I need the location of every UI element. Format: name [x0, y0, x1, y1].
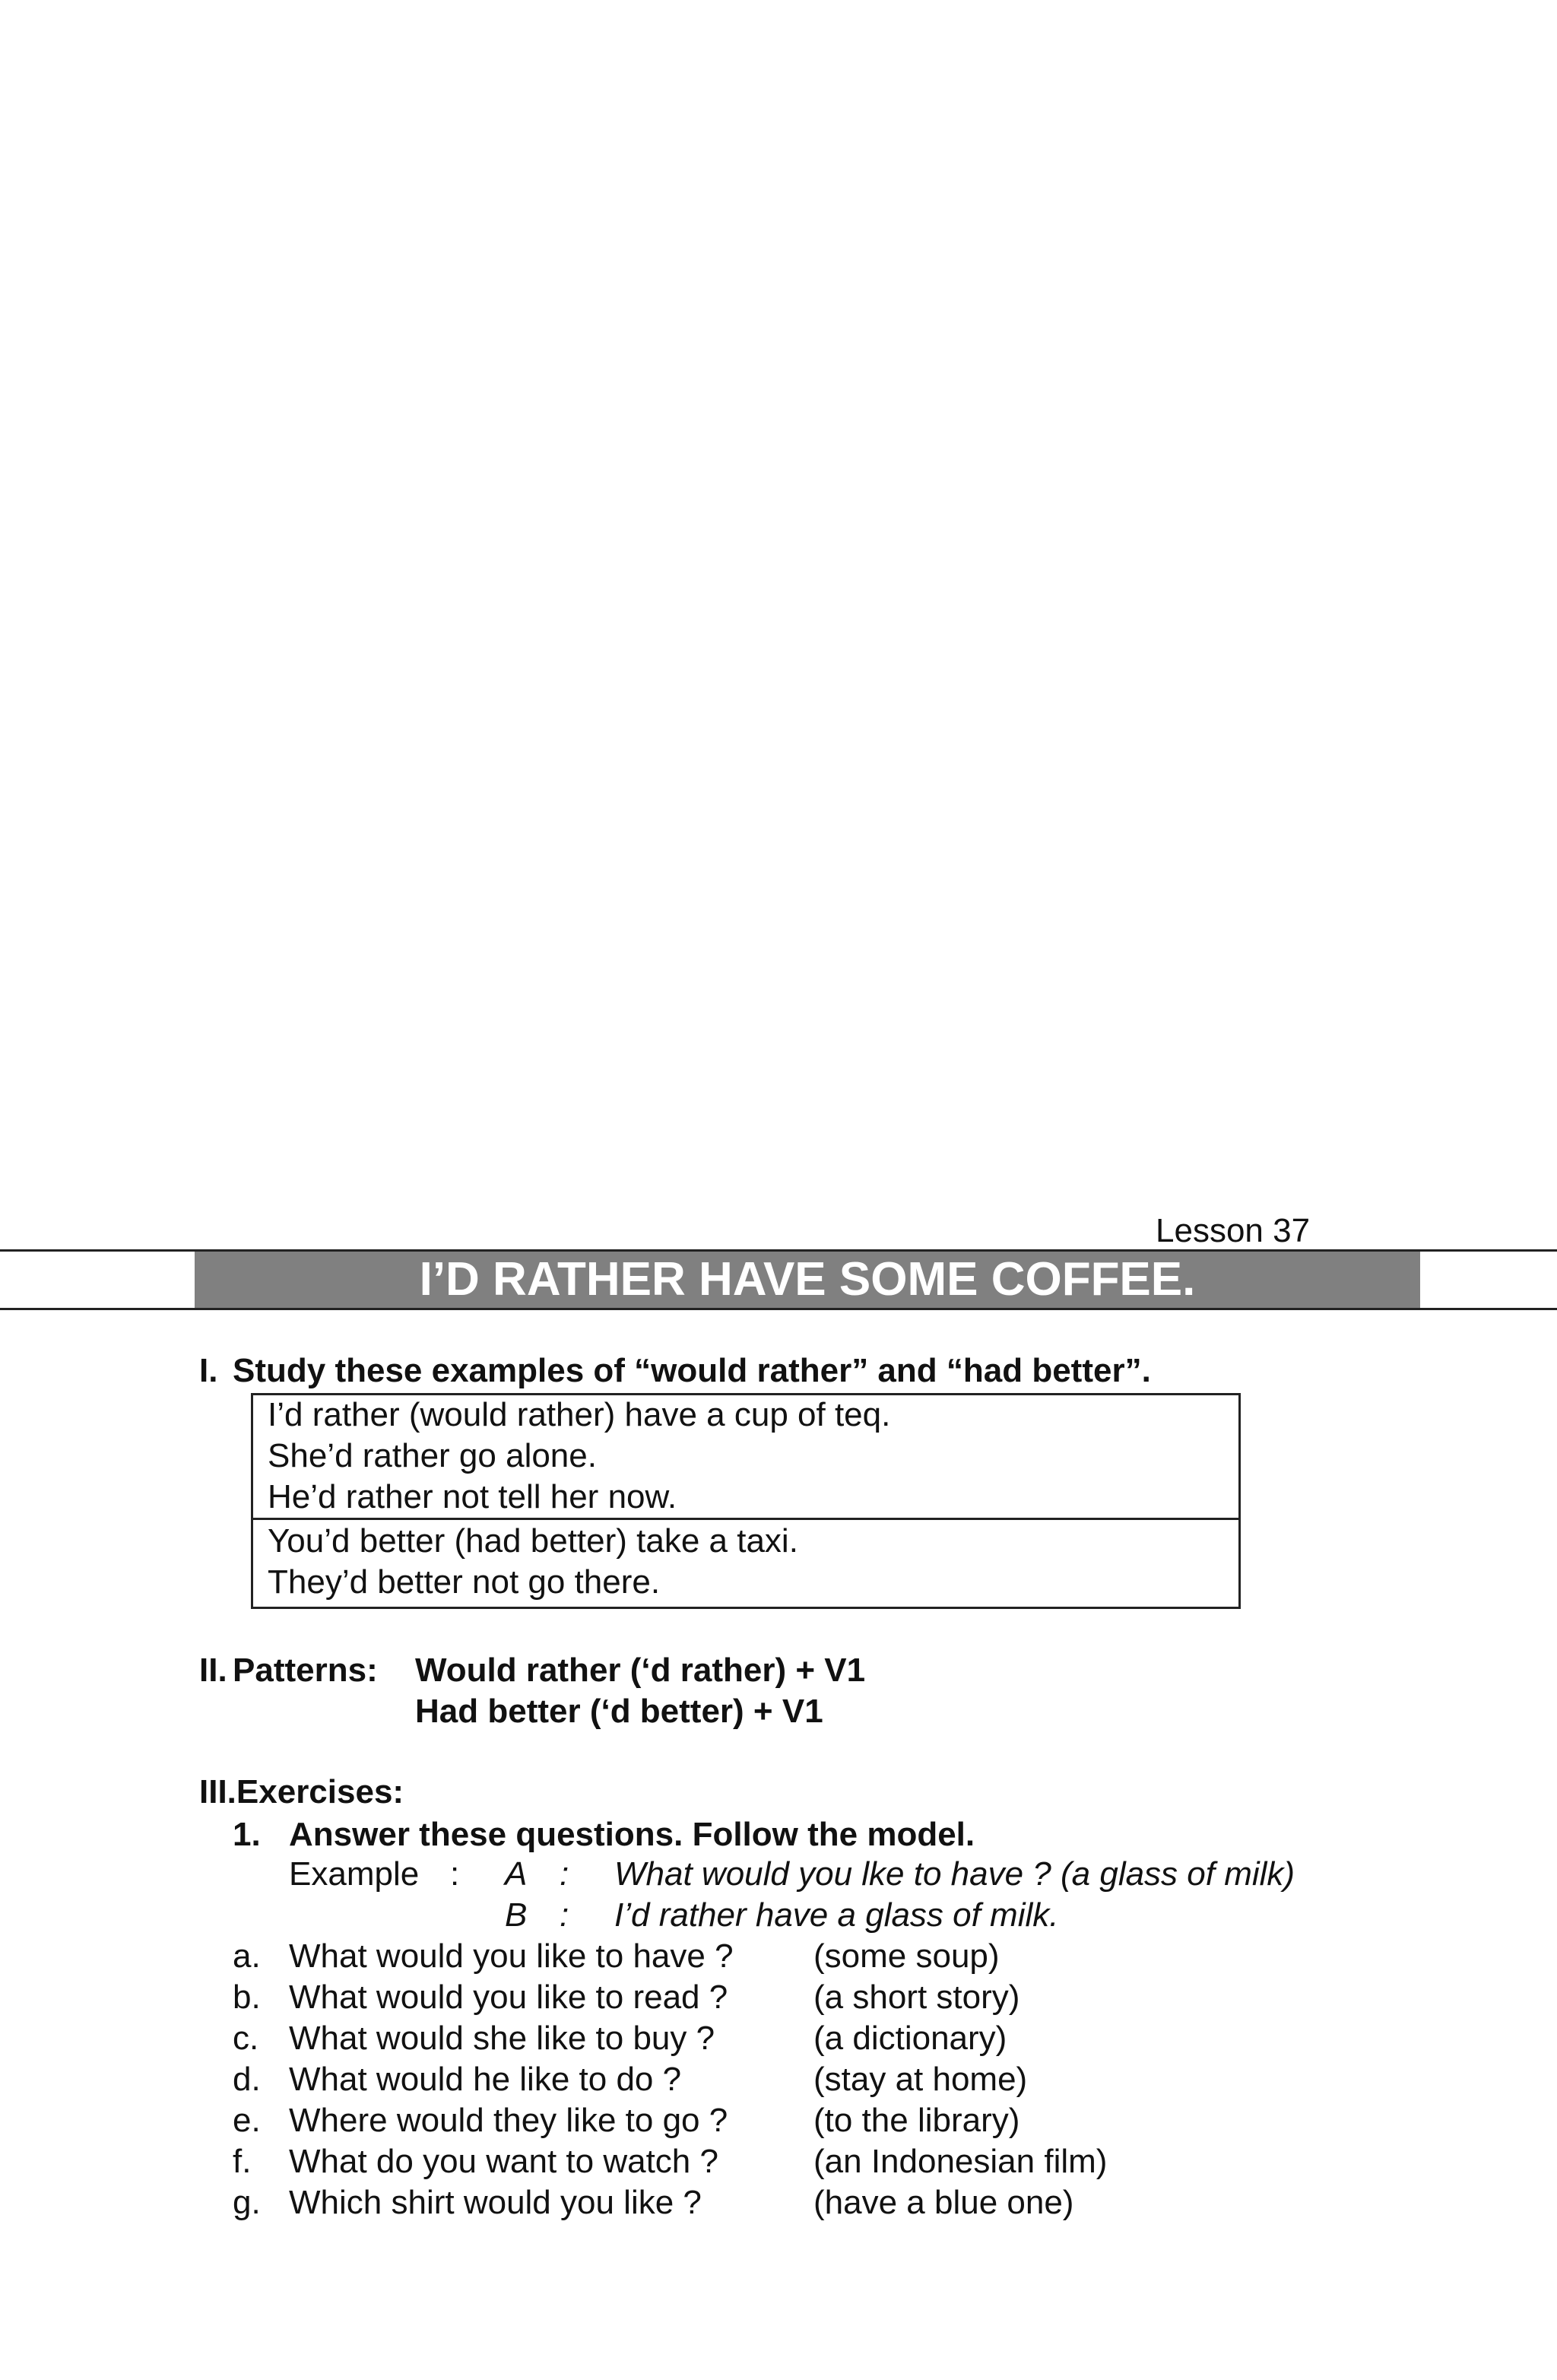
- speaker-a-colon: :: [560, 1855, 569, 1893]
- section-2-number: II.: [199, 1652, 227, 1689]
- question-hint: (a dictionary): [813, 2020, 1007, 2057]
- question-text: What do you want to watch ?: [289, 2143, 718, 2180]
- question-hint: (to the library): [813, 2102, 1020, 2139]
- example-sentence: You’d better (had better) take a taxi.: [268, 1522, 798, 1560]
- question-letter: e.: [233, 2102, 261, 2139]
- question-hint: (some soup): [813, 1937, 1000, 1975]
- question-letter: g.: [233, 2184, 261, 2221]
- question-letter: c.: [233, 2020, 259, 2057]
- question-letter: b.: [233, 1979, 261, 2016]
- exercises-heading: III.Exercises:: [199, 1773, 404, 1810]
- section-1-title: Study these examples of “would rather” and “had better”.: [233, 1352, 1151, 1389]
- question-text: What would you like to have ?: [289, 1937, 734, 1975]
- section-1-number: I.: [199, 1352, 218, 1389]
- speaker-b-colon: :: [560, 1896, 569, 1934]
- speaker-a: A: [505, 1855, 528, 1893]
- example-sentence: I’d rather (would rather) have a cup of teq.: [268, 1396, 891, 1433]
- example-sentence: She’d rather go alone.: [268, 1437, 597, 1474]
- example-question: What would you lke to have ? (a glass of milk): [614, 1855, 1295, 1893]
- question-letter: a.: [233, 1937, 261, 1975]
- exercise-1-number: 1.: [233, 1816, 261, 1853]
- question-letter: d.: [233, 2061, 261, 2098]
- example-colon: :: [450, 1855, 460, 1893]
- lesson-title: I’D RATHER HAVE SOME COFFEE.: [195, 1252, 1420, 1308]
- question-text: Which shirt would you like ?: [289, 2184, 702, 2221]
- question-hint: (an Indonesian film): [813, 2143, 1108, 2180]
- pattern-line: Would rather (‘d rather) + V1: [415, 1652, 866, 1689]
- patterns-label: Patterns:: [233, 1652, 378, 1689]
- exercise-1-instruction: Answer these questions. Follow the model.: [289, 1816, 975, 1853]
- question-text: What would he like to do ?: [289, 2061, 682, 2098]
- question-text: What would you like to read ?: [289, 1979, 728, 2016]
- question-hint: (a short story): [813, 1979, 1020, 2016]
- example-answer: I’d rather have a glass of milk.: [614, 1896, 1059, 1934]
- question-letter: f.: [233, 2143, 252, 2180]
- example-sentence: They’d better not go there.: [268, 1563, 661, 1601]
- pattern-line: Had better (‘d better) + V1: [415, 1693, 823, 1730]
- question-text: What would she like to buy ?: [289, 2020, 715, 2057]
- bottom-rule: [0, 1308, 1557, 1310]
- example-label: Example: [289, 1855, 420, 1893]
- question-hint: (stay at home): [813, 2061, 1028, 2098]
- question-hint: (have a blue one): [813, 2184, 1074, 2221]
- lesson-number: Lesson 37: [1156, 1212, 1311, 1249]
- speaker-b: B: [505, 1896, 528, 1934]
- example-sentence: He’d rather not tell her now.: [268, 1478, 677, 1515]
- question-text: Where would they like to go ?: [289, 2102, 728, 2139]
